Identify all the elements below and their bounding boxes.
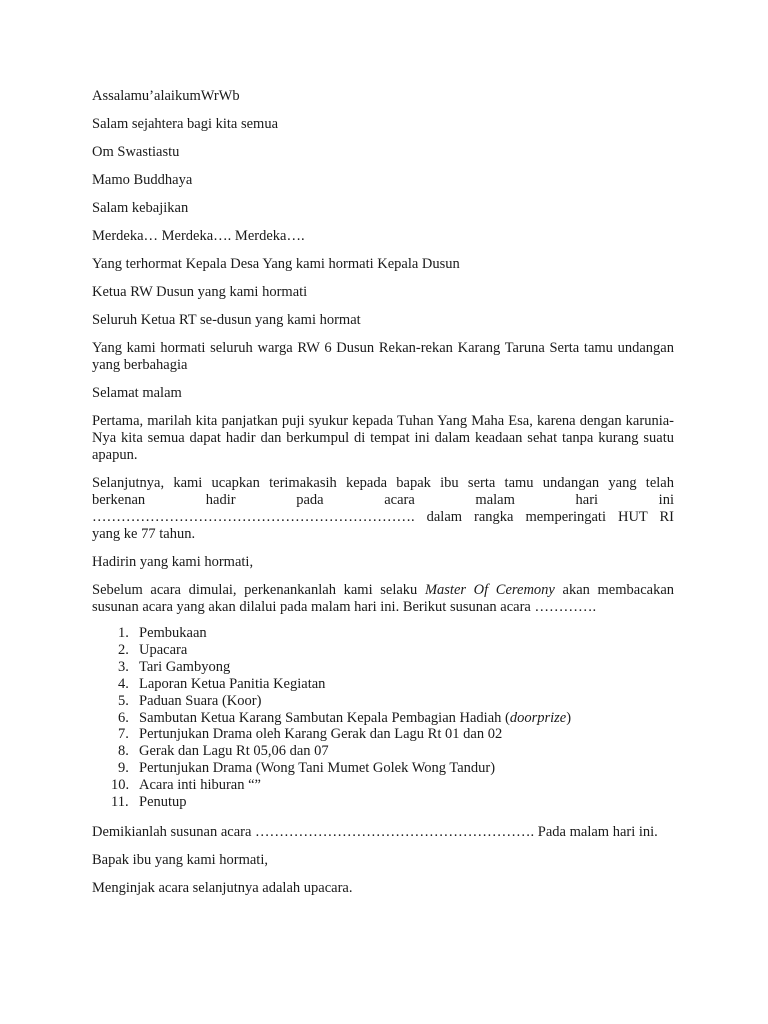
paragraph-line: yang ke 77 tahun.: [92, 526, 196, 542]
greeting-line: Salam kebajikan: [92, 200, 189, 216]
list-item: [92, 743, 674, 760]
list-number: 8.: [118, 743, 129, 760]
paragraph-line: …………………………………………………………. dalam rangka memperingati HUT RI: [92, 509, 674, 525]
list-item-text: Upacara: [139, 641, 188, 658]
greeting-line: Mamo Buddhaya: [92, 172, 193, 188]
greeting-line: Selamat malam: [92, 385, 182, 401]
list-number: 5.: [118, 692, 129, 709]
list-number: 11.: [111, 794, 129, 811]
intro-text: Sebelum acara dimulai, perkenankanlah kami selaku: [92, 582, 425, 598]
agenda-list: [92, 625, 674, 811]
list-item-text: Pertunjukan Drama oleh Karang Gerak dan Lagu Rt 01 dan 02: [139, 726, 503, 743]
list-item-text: Tari Gambyong: [139, 658, 231, 675]
list-item-text: Sambutan Ketua Karang Sambutan Kepala Pembagian Hadiah (: [139, 709, 510, 726]
next-item-paragraph: Menginjak acara selanjutnya adalah upacara.: [92, 879, 353, 896]
list-item-text: Penutup: [139, 794, 187, 811]
greeting-line: Yang terhormat Kepala Desa Yang kami hormati Kepala Dusun: [92, 256, 460, 272]
list-number: 4.: [118, 675, 129, 692]
greeting-line: Merdeka… Merdeka…. Merdeka….: [92, 228, 305, 244]
list-item: [92, 676, 674, 693]
list-item: [92, 659, 674, 676]
list-number: 10.: [111, 777, 130, 794]
list-number: 7.: [118, 726, 129, 743]
paragraph-thanks-god: Pertama, marilah kita panjatkan puji syukur kepada Tuhan Yang Maha Esa, karena dengan karunia-Nya kita semua dapat hadir dan berkumpul di tempat ini dalam keadaan sehat tanpa kurang suatu apapun.: [92, 413, 674, 463]
greeting-line: Ketua RW Dusun yang kami hormati: [92, 284, 308, 300]
list-item-text: ): [566, 709, 572, 726]
list-number: 2.: [118, 641, 129, 658]
list-number: 1.: [118, 625, 129, 641]
list-item: [92, 625, 674, 642]
paragraph-line: berkenan hadir pada acara malam hari ini: [92, 492, 674, 508]
list-item: [92, 726, 674, 743]
audience-address: Hadirin yang kami hormati,: [92, 554, 254, 570]
intro-paragraph: [92, 582, 674, 616]
greeting-line: Salam sejahtera bagi kita semua: [92, 116, 279, 132]
intro-italic-text: Master Of Ceremony: [424, 582, 555, 598]
list-item-italic: doorprize: [509, 709, 567, 726]
list-number: 3.: [118, 658, 129, 675]
greeting-line: Yang kami hormati seluruh warga RW 6 Dusun Rekan-rekan Karang Taruna Serta tamu undangan yang berbahagia: [92, 340, 674, 373]
list-item: [92, 710, 674, 727]
list-item: [92, 693, 674, 710]
list-item: [92, 760, 674, 777]
list-item-text: Laporan Ketua Panitia Kegiatan: [139, 675, 326, 692]
paragraph-thanks-guests: [92, 475, 674, 543]
list-item: [92, 642, 674, 659]
list-item: [92, 777, 674, 794]
list-item: [92, 794, 674, 811]
closing-agenda-paragraph: Demikianlah susunan acara …………………………………………………. Pada malam hari ini.: [92, 823, 658, 840]
list-item-text: Paduan Suara (Koor): [139, 692, 262, 709]
intro-text: akan membacakan susunan acara yang akan dilalui pada malam hari ini. Berikut susunan acara ………….: [92, 582, 675, 615]
audience-address: Bapak ibu yang kami hormati,: [92, 851, 268, 868]
paragraph-line: Selanjutnya, kami ucapkan terimakasih kepada bapak ibu serta tamu undangan yang telah: [92, 475, 674, 491]
list-item-text: Acara inti hiburan “”: [139, 777, 261, 794]
list-number: 6.: [118, 709, 129, 726]
document-page: [92, 88, 674, 908]
list-item-text: Pembukaan: [139, 625, 207, 641]
greeting-line: Om Swastiastu: [92, 144, 180, 160]
list-item-text: Pertunjukan Drama (Wong Tani Mumet Golek Wong Tandur): [139, 760, 496, 777]
greeting-line: Seluruh Ketua RT se-dusun yang kami hormat: [92, 312, 361, 328]
greeting-line: Assalamu’alaikumWrWb: [92, 88, 240, 104]
list-number: 9.: [118, 760, 129, 777]
list-item-text: Gerak dan Lagu Rt 05,06 dan 07: [139, 743, 329, 760]
